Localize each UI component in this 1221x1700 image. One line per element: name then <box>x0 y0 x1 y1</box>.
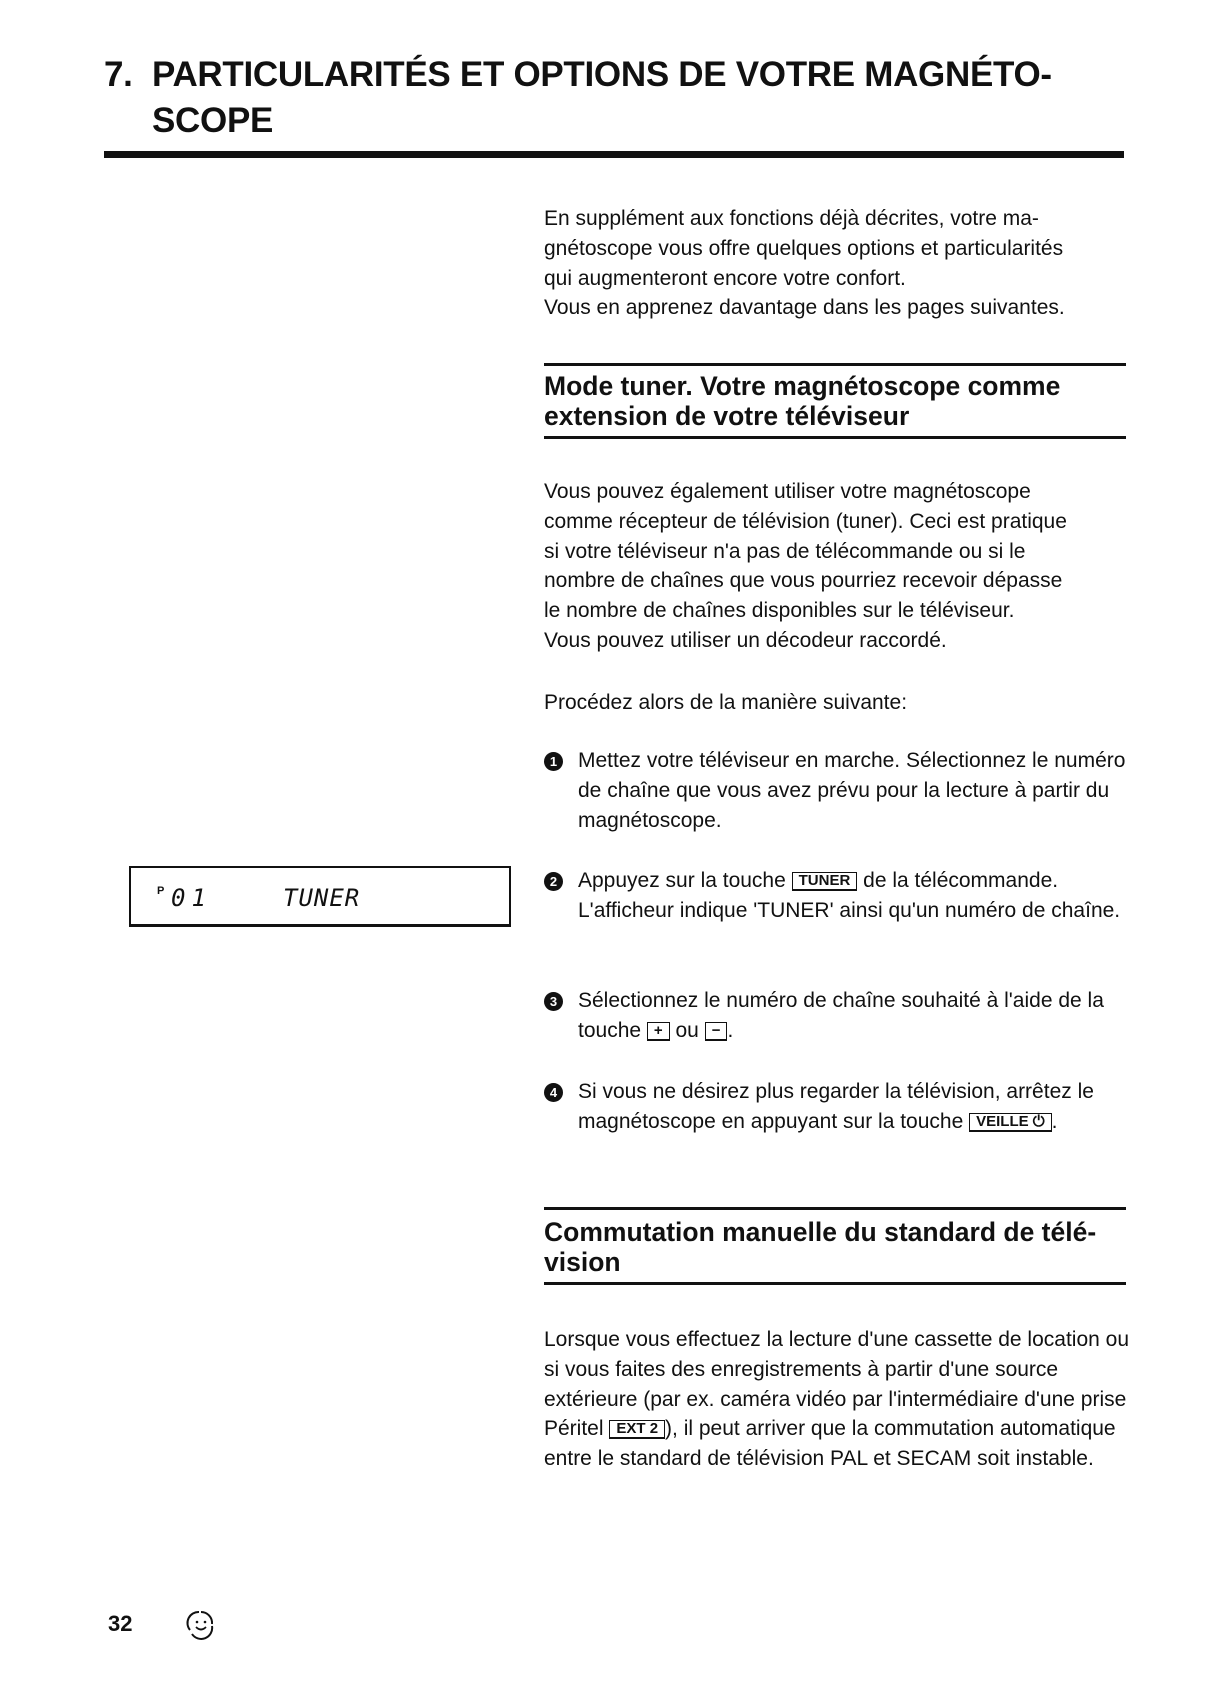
step-text: Sélectionnez le numéro de chaîne souhaité à l'aide de la touche <box>578 989 1104 1042</box>
ext2-key: EXT 2 <box>609 1420 665 1439</box>
step-text: Mettez votre téléviseur en marche. Sélectionnez le numéro de chaîne que vous avez prévu pour la lecture à partir du magnétoscope. <box>578 749 1126 832</box>
heading-line: vision <box>544 1247 621 1277</box>
para-line: nombre de chaînes que vous pourriez recevoir dépasse <box>544 569 1063 593</box>
section-heading-tuner <box>544 371 1134 431</box>
display-channel: 01 <box>171 884 212 912</box>
para-text: ), il peut arriver que la commutation automatique entre le standard de télévision PAL et SECAM soit instable. <box>544 1417 1116 1471</box>
standby-key: VEILLE ⏻ <box>969 1113 1052 1132</box>
chapter-title <box>104 52 1052 144</box>
step-number-bullet: 2 <box>544 872 563 891</box>
para-line: comme récepteur de télévision (tuner). Ceci est pratique <box>544 509 1067 533</box>
step-text: ou <box>669 1018 705 1042</box>
section-rule <box>544 1207 1126 1210</box>
step-1 <box>544 746 1134 835</box>
display-mode: TUNER <box>283 884 361 912</box>
heading-line: Commutation manuelle du standard de télé- <box>544 1217 1097 1247</box>
para-text: Lorsque vous effectuez la lecture d'une cassette de location ou si vous faites des enregistrements à partir d'une source extérieure (par ex. caméra vidéo par l'intermédiaire d'une prise Péritel <box>544 1328 1130 1441</box>
para-line: le nombre de chaînes disponibles sur le téléviseur. <box>544 599 1015 623</box>
tuner-key: TUNER <box>792 872 858 891</box>
step-text: . <box>727 1018 734 1042</box>
chapter-title-line1: PARTICULARITÉS ET OPTIONS DE VOTRE MAGNÉTO- <box>152 55 1052 94</box>
step-text: Si vous ne désirez plus regarder la télévision, arrêtez le magnétoscope en appuyant sur la touche <box>578 1080 1094 1133</box>
step-number-bullet: 1 <box>544 752 563 771</box>
title-rule <box>104 151 1124 158</box>
step-text: de la télécommande. L'afficheur indique 'TUNER' ainsi qu'un numéro de chaîne. <box>578 869 1121 922</box>
step-3 <box>544 986 1134 1046</box>
intro-paragraph <box>544 204 1134 323</box>
intro-line: Vous en apprenez davantage dans les pages suivantes. <box>544 296 1065 320</box>
step-text: . <box>1051 1109 1058 1133</box>
section-heading-standard <box>544 1217 1134 1277</box>
tuner-paragraph <box>544 477 1134 656</box>
intro-line: gnétoscope vous offre quelques options et particularités <box>544 236 1064 260</box>
vcr-display-illustration <box>129 866 511 927</box>
step-number-bullet: 4 <box>544 1083 563 1102</box>
plus-key: + <box>647 1022 670 1041</box>
heading-line: extension de votre téléviseur <box>544 401 910 431</box>
intro-line: qui augmenteront encore votre confort. <box>544 266 906 290</box>
intro-line: En supplément aux fonctions déjà décrites, votre ma- <box>544 207 1039 230</box>
display-p-indicator: P <box>157 885 165 897</box>
standard-paragraph <box>544 1325 1129 1474</box>
section-rule <box>544 436 1126 439</box>
procedure-intro: Procédez alors de la manière suivante: <box>544 691 908 714</box>
section-rule <box>544 1282 1126 1285</box>
minus-key: − <box>705 1022 728 1041</box>
para-line: Vous pouvez utiliser un décodeur raccordé. <box>544 628 947 652</box>
step-2 <box>544 866 1134 926</box>
section-rule <box>544 363 1126 366</box>
heading-line: Mode tuner. Votre magnétoscope comme <box>544 371 1061 401</box>
step-text: Appuyez sur la touche <box>578 869 792 892</box>
chapter-number: 7. <box>104 55 133 94</box>
chapter-title-line2: SCOPE <box>152 101 274 140</box>
smiley-logo-icon <box>186 1608 216 1640</box>
step-number-bullet: 3 <box>544 992 563 1011</box>
para-line: Vous pouvez également utiliser votre magnétoscope <box>544 480 1031 503</box>
step-4 <box>544 1077 1134 1137</box>
para-line: si votre téléviseur n'a pas de télécommande ou si le <box>544 539 1026 563</box>
page-number: 32 <box>108 1611 133 1636</box>
